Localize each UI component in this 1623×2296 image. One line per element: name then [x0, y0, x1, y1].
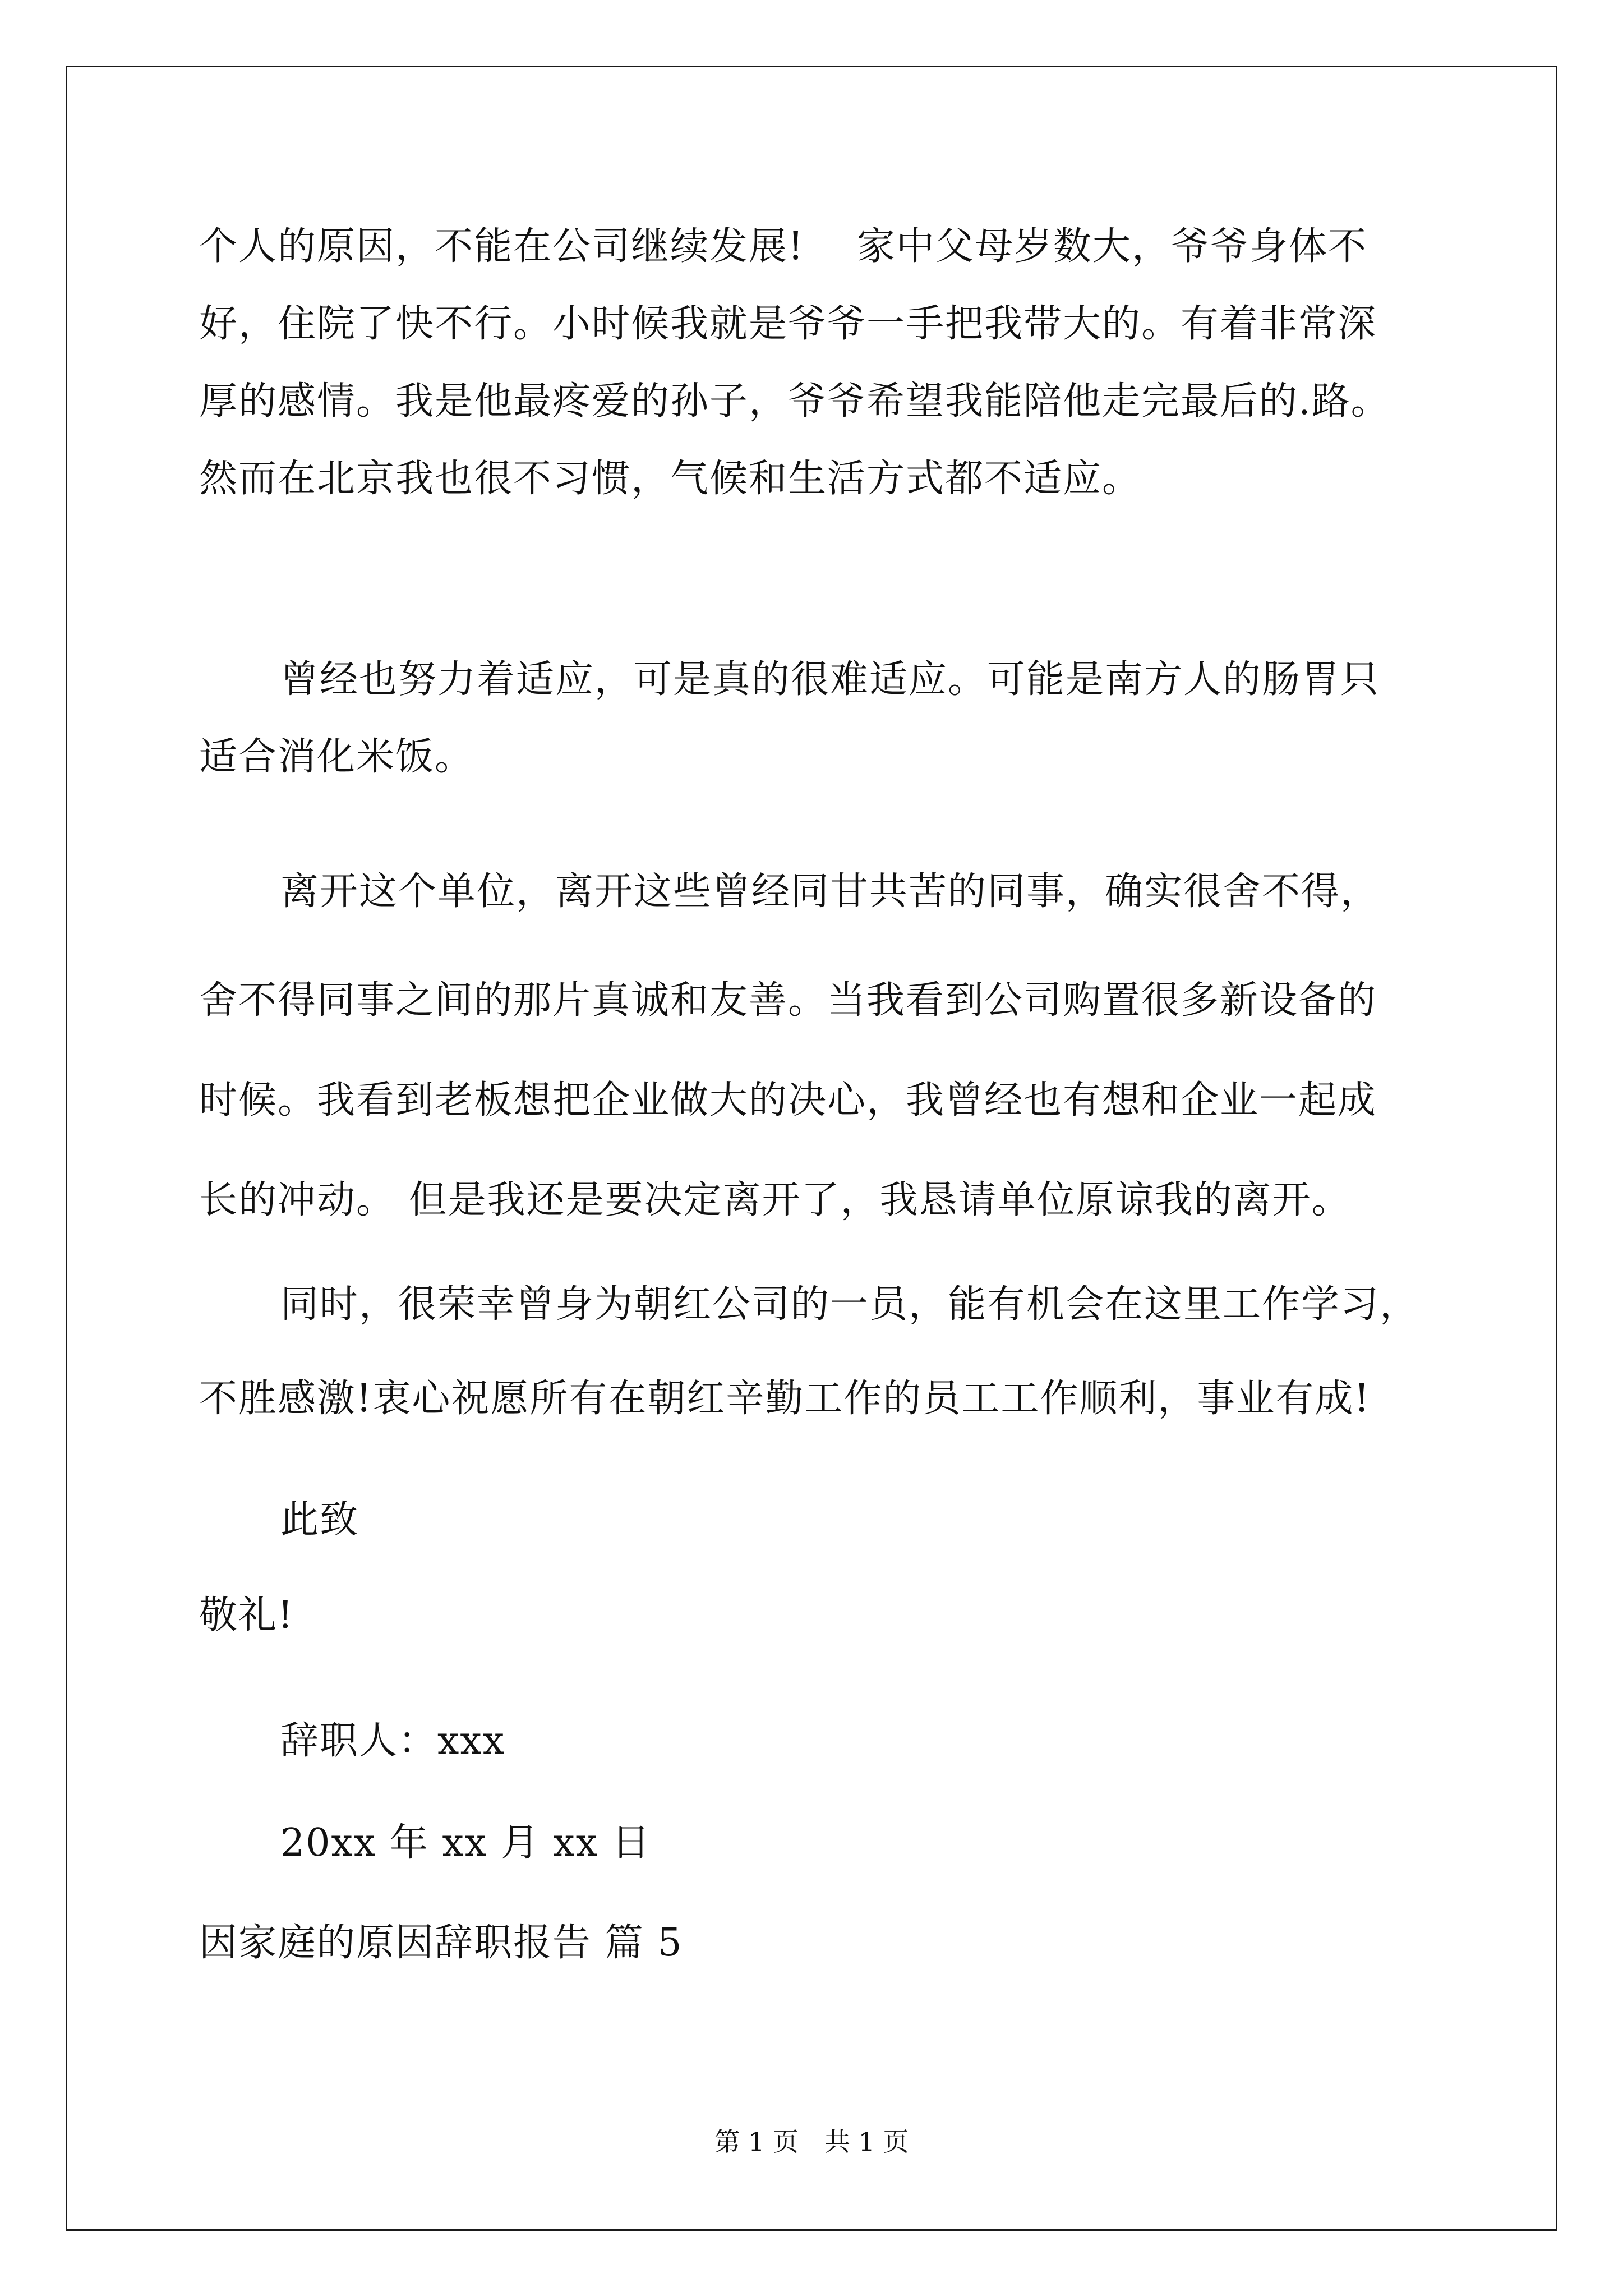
paragraph-4-line-1: 同时，很荣幸曾身为朝红公司的一员，能有机会在这里工作学习， [280, 1282, 1419, 1327]
next-section-title: 因家庭的原因辞职报告 篇 5 [199, 1921, 683, 1965]
closing-salutation: 此致 [280, 1498, 359, 1542]
resignee-name: 辞职人：xxx [280, 1719, 506, 1763]
paragraph-3-line-1: 离开这个单位，离开这些曾经同甘共苦的同事，确实很舍不得， [280, 869, 1380, 914]
page-footer: 第 1 页 共 1 页 [714, 2127, 909, 2157]
body-line-1: 个人的原因，不能在公司继续发展! 家中父母岁数大，爷爷身体不 [199, 224, 1367, 269]
paragraph-2-line-1: 曾经也努力着适应，可是真的很难适应。可能是南方人的肠胃只 [280, 657, 1380, 702]
paragraph-3-line-4: 长的冲动。 但是我还是要决定离开了，我恳请单位原谅我的离开。 [199, 1178, 1351, 1222]
signature-date: 20xx 年 xx 月 xx 日 [280, 1821, 651, 1865]
body-line-4: 然而在北京我也很不习惯，气候和生活方式都不适应。 [199, 457, 1142, 501]
closing-respect: 敬礼! [199, 1593, 294, 1637]
paragraph-4-line-2: 不胜感激!衷心祝愿所有在朝红辛勤工作的员工工作顺利，事业有成! [199, 1377, 1371, 1421]
body-line-3: 厚的感情。我是他最疼爱的孙子，爷爷希望我能陪他走完最后的.路。 [199, 379, 1390, 424]
body-line-2: 好，住院了快不行。小时候我就是爷爷一手把我带大的。有着非常深 [199, 302, 1377, 346]
paragraph-3-line-3: 时候。我看到老板想把企业做大的决心，我曾经也有想和企业一起成 [199, 1078, 1377, 1122]
paragraph-3-line-2: 舍不得同事之间的那片真诚和友善。当我看到公司购置很多新设备的 [199, 978, 1377, 1023]
paragraph-2-line-2: 适合消化米饭。 [199, 735, 474, 779]
